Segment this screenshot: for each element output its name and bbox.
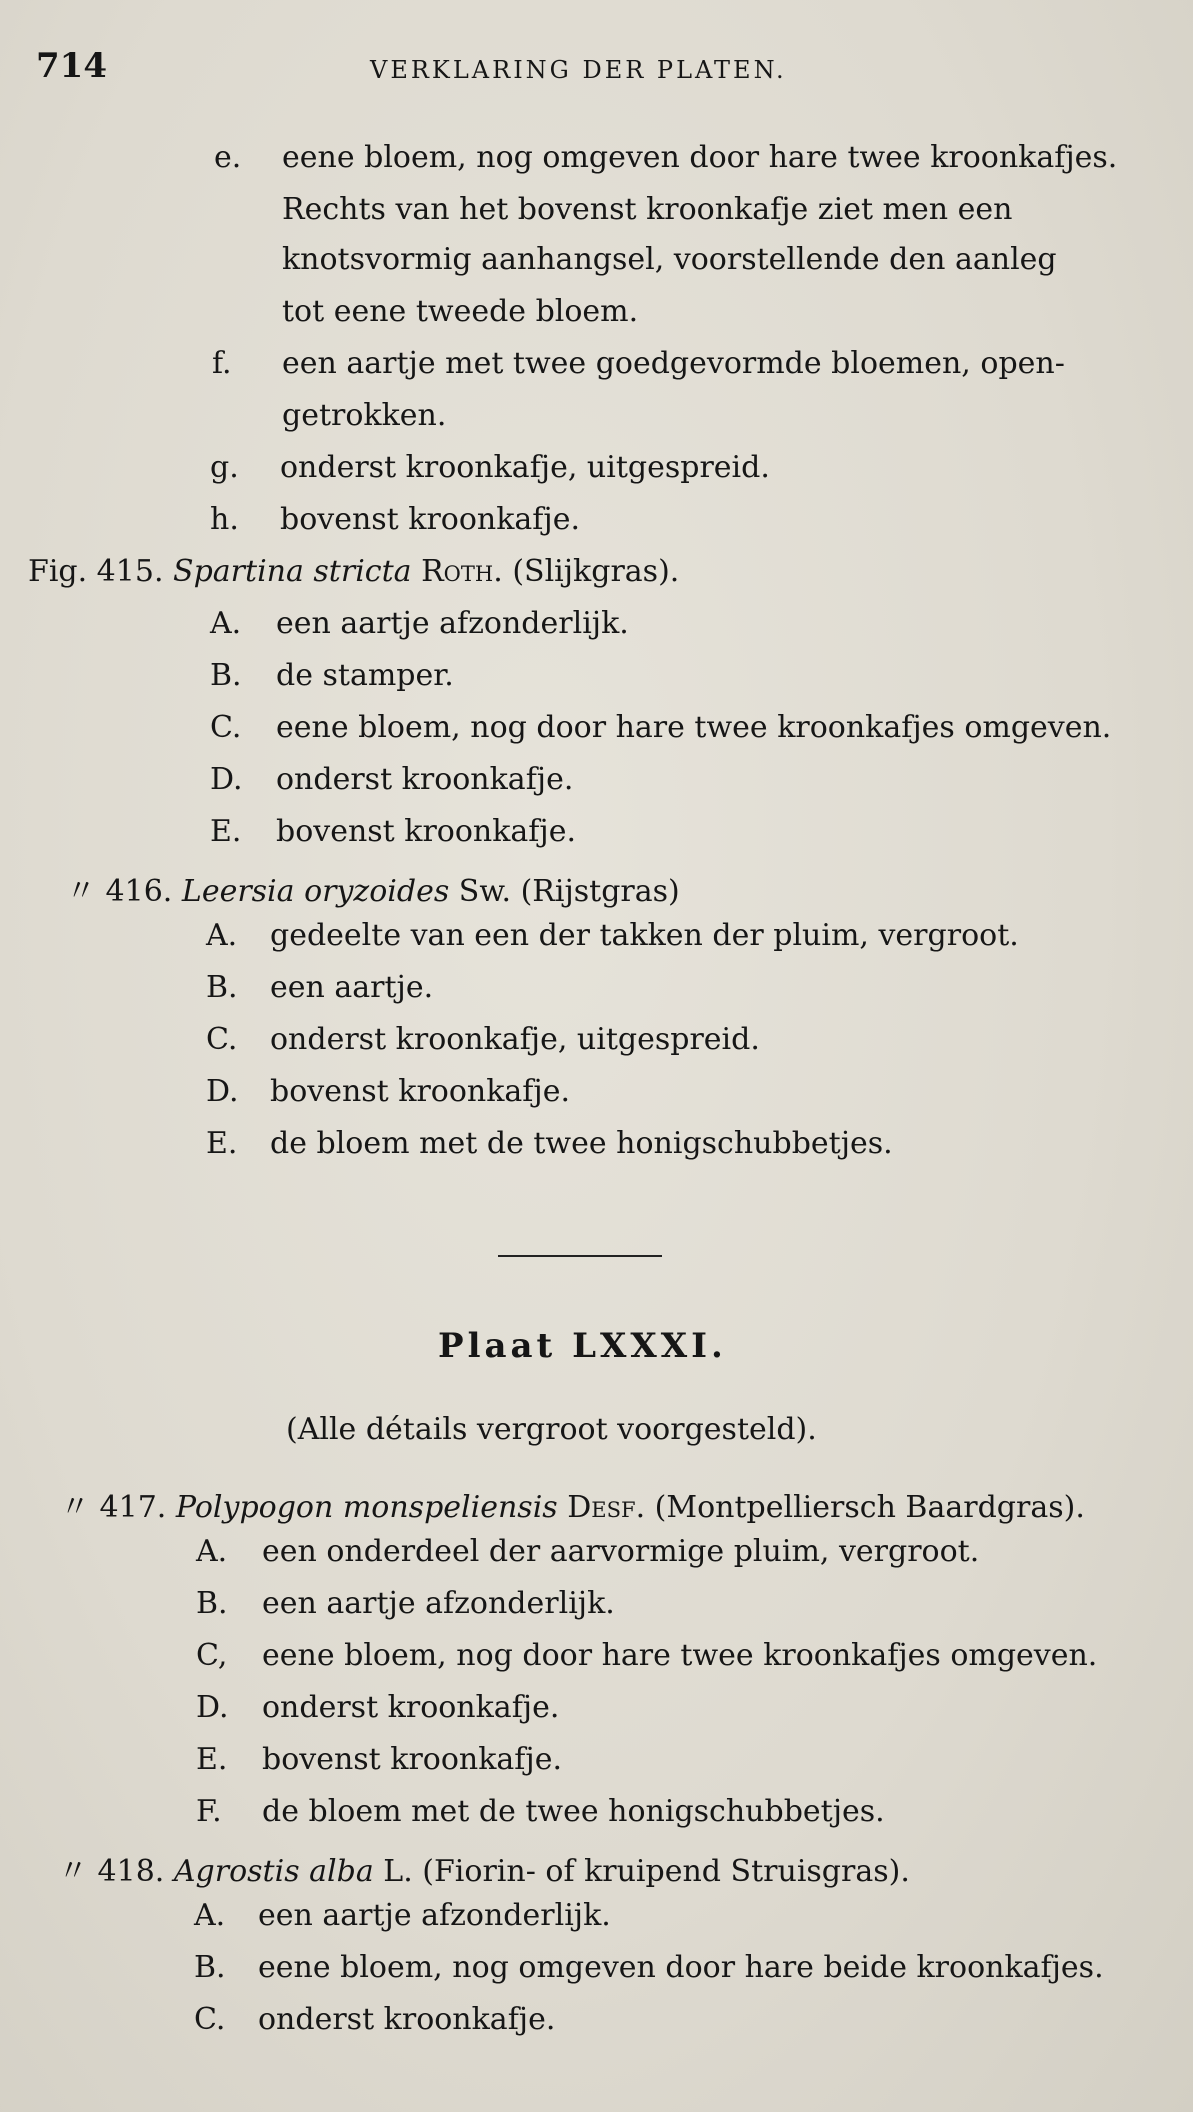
item-text: bovenst kroonkafje. [280, 502, 580, 537]
item-text: eene bloem, nog omgeven door hare beide kroonkafjes. [258, 1950, 1104, 1985]
item-text: gedeelte van een der takken der pluim, vergroot. [270, 918, 1019, 953]
item-text: eene bloem, nog omgeven door hare twee kroonkafjes. [282, 140, 1118, 175]
figure-number: 〃 416. [66, 874, 173, 909]
figure-heading-416 [66, 866, 680, 910]
figure-heading-415 [28, 554, 679, 589]
figure-number: Fig. 415. [28, 554, 164, 589]
item-label: C. [210, 710, 242, 745]
item-text: een aartje. [270, 970, 434, 1005]
item-text: bovenst kroonkafje. [276, 814, 576, 849]
item-label: A. [210, 606, 242, 641]
item-label: D. [210, 762, 243, 797]
item-text: tot eene tweede bloem. [282, 294, 639, 329]
item-text: een aartje afzonderlijk. [258, 1898, 611, 1933]
item-label: E. [196, 1742, 228, 1777]
running-title: VERKLARING DER PLATEN. [370, 56, 787, 84]
item-text: een aartje afzonderlijk. [276, 606, 629, 641]
figure-heading-418 [58, 1846, 910, 1890]
item-label: h. [210, 502, 239, 537]
item-label: g. [210, 450, 239, 485]
plate-note: (Alle détails vergroot voorgesteld). [286, 1412, 817, 1447]
species-author: L. [383, 1854, 413, 1889]
item-label: D. [206, 1074, 239, 1109]
figure-number: 〃 417. [60, 1490, 167, 1525]
common-name: (Slijkgras). [512, 554, 680, 589]
species-name: Polypogon monspeliensis [175, 1490, 558, 1525]
item-label: e. [214, 140, 242, 175]
species-author: Roth. [421, 554, 503, 589]
item-label: C. [194, 2002, 226, 2037]
item-label: A. [196, 1534, 228, 1569]
item-text: onderst kroonkafje. [262, 1690, 560, 1725]
species-author: Sw. [458, 874, 512, 909]
item-text: de stamper. [276, 658, 454, 693]
item-text: eene bloem, nog door hare twee kroonkafjes omgeven. [262, 1638, 1098, 1673]
item-text: een aartje met twee goedgevormde bloemen, open- [282, 346, 1065, 381]
item-label: B. [206, 970, 238, 1005]
figure-heading-417 [60, 1482, 1085, 1526]
species-name: Spartina stricta [173, 554, 412, 589]
item-text: de bloem met de twee honigschubbetjes. [262, 1794, 885, 1829]
item-text: bovenst kroonkafje. [262, 1742, 562, 1777]
page-number: 714 [36, 46, 107, 86]
common-name: (Rijstgras) [520, 874, 680, 909]
page-header [36, 46, 1157, 86]
item-text: de bloem met de twee honigschubbetjes. [270, 1126, 893, 1161]
species-name: Leersia oryzoides [181, 874, 450, 909]
item-label: E. [206, 1126, 238, 1161]
item-label: f. [212, 346, 232, 381]
item-text: knotsvormig aanhangsel, voorstellende den aanleg [282, 242, 1057, 277]
item-label: B. [194, 1950, 226, 1985]
item-text: een onderdeel der aarvormige pluim, vergroot. [262, 1534, 980, 1569]
item-text: getrokken. [282, 398, 447, 433]
item-label: A. [194, 1898, 226, 1933]
item-e [214, 140, 241, 175]
item-text: eene bloem, nog door hare twee kroonkafjes omgeven. [276, 710, 1112, 745]
common-name: (Fiorin- of kruipend Struisgras). [422, 1854, 910, 1889]
plate-title: Plaat LXXXI. [438, 1326, 727, 1366]
species-author: Desf. [567, 1490, 646, 1525]
item-text: onderst kroonkafje, uitgespreid. [280, 450, 770, 485]
item-text: bovenst kroonkafje. [270, 1074, 570, 1109]
item-label: A. [206, 918, 238, 953]
item-text: onderst kroonkafje. [276, 762, 574, 797]
section-divider [498, 1255, 662, 1257]
item-label: D. [196, 1690, 229, 1725]
item-text: onderst kroonkafje, uitgespreid. [270, 1022, 760, 1057]
item-label: F. [196, 1794, 222, 1829]
figure-number: 〃 418. [58, 1854, 165, 1889]
item-label: C. [206, 1022, 238, 1057]
item-label: E. [210, 814, 242, 849]
item-text: Rechts van het bovenst kroonkafje ziet men een [282, 192, 1013, 227]
item-label: B. [196, 1586, 228, 1621]
item-label: C, [196, 1638, 228, 1673]
item-text: een aartje afzonderlijk. [262, 1586, 615, 1621]
item-text: onderst kroonkafje. [258, 2002, 556, 2037]
item-label: B. [210, 658, 242, 693]
species-name: Agrostis alba [173, 1854, 374, 1889]
common-name: (Montpelliersch Baardgras). [654, 1490, 1085, 1525]
